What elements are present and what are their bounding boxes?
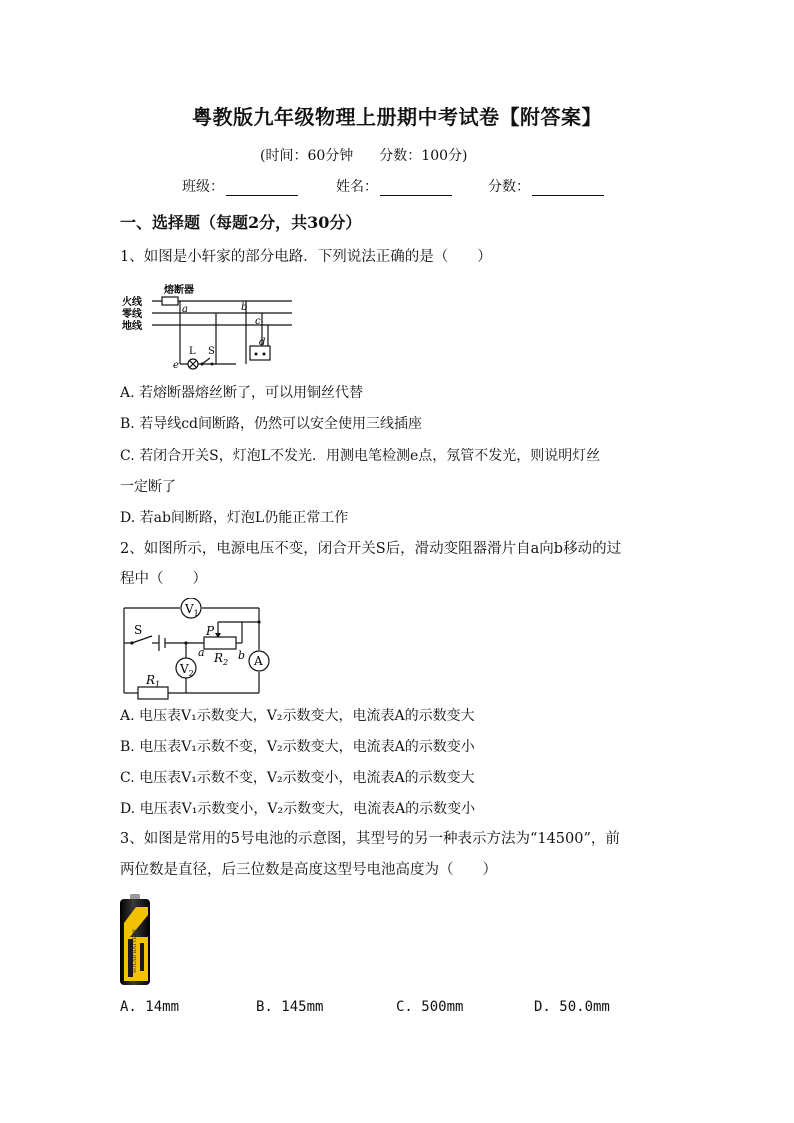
question-2-option-b: B. 电压表V₁示数不变，V₂示数变大，电流表A的示数变小	[120, 739, 475, 755]
score-field	[488, 176, 604, 196]
end-a-label: a	[198, 646, 205, 659]
question-1-option-c: C. 若闭合开关S，灯泡L不发光．用测电笔检测e点，氖管不发光，则说明灯丝	[120, 448, 601, 464]
aa-battery-image	[118, 893, 152, 987]
page-title: 粤教版九年级物理上册期中考试卷【附答案】	[192, 105, 602, 129]
point-d-label: d	[259, 337, 266, 348]
question-2-option-a: A. 电压表V₁示数变大，V₂示数变大，电流表A的示数变大	[120, 708, 475, 724]
end-b-label: b	[238, 649, 246, 662]
question-3-option-b: B. 145mm	[256, 999, 324, 1015]
household-circuit-diagram	[120, 280, 300, 372]
class-label: 班级：	[182, 179, 224, 195]
class-blank	[226, 181, 298, 196]
question-2-option-c: C. 电压表V₁示数不变，V₂示数变小，电流表A的示数变大	[120, 770, 475, 786]
question-1-option-a: A. 若熔断器熔丝断了，可以用铜丝代替	[120, 385, 364, 401]
fuse-label: 熔断器	[164, 285, 194, 296]
name-field	[336, 176, 452, 196]
question-3-option-a: A. 14mm	[120, 999, 180, 1015]
question-3-option-c: C. 500mm	[396, 999, 464, 1015]
question-2-stem-line-1: 2、如图所示，电源电压不变，闭合开关S后，滑动变阻器滑片自a向b移动的过	[120, 541, 622, 557]
voltmeter-v2-label: $V_2$	[180, 662, 194, 678]
point-b-label: b	[241, 302, 248, 313]
section-heading: 一、选择题（每题2分，共30分）	[120, 213, 362, 232]
voltmeter-v1-label: $V_1$	[185, 602, 199, 618]
live-wire-label: 火线	[122, 297, 142, 308]
question-1-option-d: D. 若ab间断路，灯泡L仍能正常工作	[120, 510, 349, 526]
point-c-label: c	[255, 316, 261, 327]
slide-rheostat-circuit-diagram	[118, 598, 274, 702]
question-2-stem-line-2: 程中（ ）	[120, 571, 207, 587]
ammeter-label: A	[254, 654, 263, 668]
resistor-r1-label: $R_1$	[146, 673, 161, 689]
neutral-wire-label: 零线	[122, 309, 142, 320]
question-1-option-b: B. 若导线cd间断路，仍然可以安全使用三线插座	[120, 416, 422, 432]
exam-total-score: 分数：100分)	[379, 148, 468, 164]
rheostat-r2-label: $R_2$	[214, 651, 229, 667]
exam-time: (时间：60分钟	[260, 148, 354, 164]
lamp-label: L	[189, 346, 196, 357]
score-label: 分数：	[488, 179, 530, 195]
question-3-option-d: D. 50.0mm	[534, 999, 610, 1015]
battery-brand-text: SOLAR BATTERY	[132, 928, 138, 973]
point-e-label: e	[173, 360, 179, 371]
exam-meta	[260, 145, 493, 165]
class-field	[182, 176, 298, 196]
ground-wire-label: 地线	[122, 321, 142, 332]
switch-s-label: S	[134, 623, 143, 637]
switch-label: S	[208, 346, 215, 357]
question-1-option-c-continued: 一定断了	[120, 479, 176, 495]
question-1-stem: 1、如图是小轩家的部分电路．下列说法正确的是（ ）	[120, 249, 492, 265]
question-2-option-d: D. 电压表V₁示数变小，V₂示数变大，电流表A的示数变小	[120, 801, 476, 817]
question-3-stem-line-2: 两位数是直径，后三位数是高度这型号电池高度为（ ）	[120, 862, 497, 878]
point-a-label: a	[182, 304, 188, 315]
name-blank	[380, 181, 452, 196]
slider-p-label: P	[206, 624, 215, 638]
score-blank	[532, 181, 604, 196]
name-label: 姓名：	[336, 179, 378, 195]
question-3-stem-line-1: 3、如图是常用的5号电池的示意图，其型号的另一种表示方法为“14500”，前	[120, 831, 620, 847]
